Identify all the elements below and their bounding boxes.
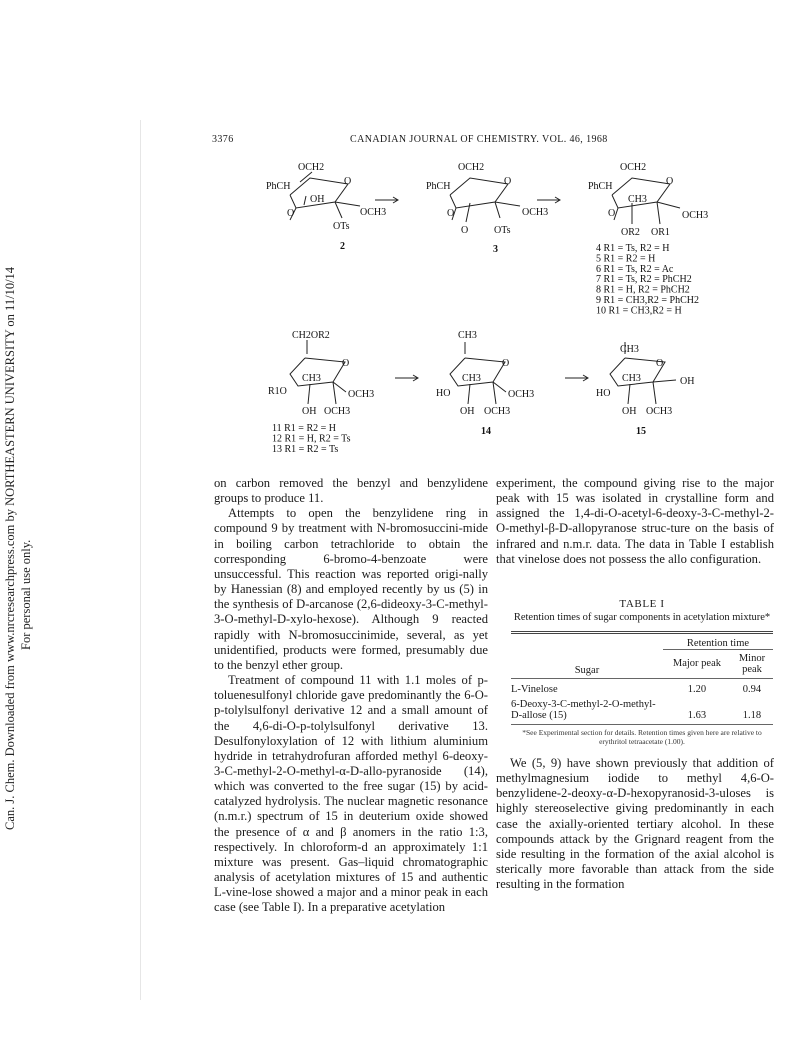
table-cell-sugar: 6-Deoxy-3-C-methyl-2-O-methyl-D-allose (15) [511,698,656,721]
s3-ring-o: O [504,176,512,187]
retention-time-header: Retention time [663,632,773,649]
table-cell-major: 1.20 [687,683,707,695]
s3-o: O [447,208,455,219]
table-caption: Retention times of sugar components in acetylation mixture* [513,612,771,623]
compound-2-number: 2 [340,241,345,252]
table-row [511,678,773,698]
paragraph: Treatment of compound 11 with 1.1 moles of p-toluenesulfonyl chloride gave predominantly the 6-O-p-tolylsulfonyl derivative 12 and a small amount of the 4,6-di-O-p-tolylsulfonyl derivative 13. Desulfonyloxylation of 12 with lithium aluminium hydride in tetrahydrofuran afforded methyl 6-deoxy-3-C-methyl-2-O-methyl-α-D-allo-pyranoside (14), which was converted to the free sugar (15) by acid-catalyzed hydrolysis. The nuclear magnetic resonance (n.m.r.) spectrum of 15 in deuterium oxide showed the presence of α and β anomers in the ratio 1:3, respectively. In chloroform-d an approximately 1:1 mixture was present. Gas–liquid chromatographic analysis of acetylation mixtures of 15 and authentic L-vine-lose showed a major and a minor peak in each case (see Table I). In a preparative acetylation [214,673,488,915]
s15-ring-o: O [656,358,664,369]
s11-och3-lower: OCH3 [324,406,351,417]
compound-14-number: 14 [481,426,491,437]
s11-ch3: CH3 [302,373,321,384]
s11-r1o: R1O [268,386,287,397]
s3-keto-o: O [461,225,469,236]
s14-och3: OCH3 [508,389,535,400]
reaction-scheme [0,0,812,470]
download-notice-line-2: For personal use only. [19,539,33,650]
table-cell-minor: 1.18 [742,709,762,721]
compound-3-number: 3 [493,244,498,255]
s11-oh: OH [302,406,317,417]
compound-list-item: 5 R1 = R2 = H [596,253,656,265]
s2-och3: OCH3 [360,207,387,218]
compound-list-11-13 [272,423,351,455]
s14-ring-o: O [502,358,510,369]
page-number: 3376 [212,134,234,145]
compound-list-item: 6 R1 = Ts, R2 = Ac [596,263,674,275]
paragraph: We (5, 9) have shown previously that addition of methylmagnesium iodide to methyl 4,6-O-benzylidene-2-deoxy-α-D-hexopyranosid-3-uloses is highly stereoselective giving predominantly in each case the axially-oriented tertiary alcohol. In these compounds attack by the Grignard reagent from the side resulting in the formation of the axial alcohol is sterically more favorable than attack from the side resulting in the formation [496,756,774,892]
s15-oh-anomeric: OH [680,376,695,387]
major-peak-header: Major peak [672,658,721,669]
compound-list-4-10 [596,243,699,316]
s4-phch: PhCH [588,181,613,192]
s3-och3: OCH3 [522,207,549,218]
compound-15-number: 15 [636,426,646,437]
s11-och3: OCH3 [348,389,375,400]
s2-oh: OH [310,194,325,205]
download-notice-line-1: Can. J. Chem. Downloaded from www.nrcresearchpress.com by NORTHEASTERN UNIVERSITY on 11/10/14 [3,266,17,830]
s15-ch3: CH3 [622,373,641,384]
s3-och2: OCH2 [458,162,485,173]
s15-ch3-top: CH3 [620,344,639,355]
minor-peak-header: Minor peak [738,652,766,675]
s4-och2: OCH2 [620,162,647,173]
table-cell-minor: 0.94 [742,683,762,695]
left-column [214,476,488,916]
compound-list-item: 9 R1 = CH3,R2 = PhCH2 [596,295,699,306]
s2-och2: OCH2 [298,162,325,173]
paragraph: Attempts to open the benzylidene ring in compound 9 by treatment with N-bromosuccini-mide in boiling carbon tetrachloride to obtain the corresponding 6-bromo-4-benzoate were unsuccessful. This reaction was reported origi-nally by Hanessian (8) and employed recently by us (5) in the synthesis of D-arcanose (2,6-dideoxy-3-C-methyl-3-O-methyl-D-xylo-hexose). Although 9 reacted rapidly with N-bromosuccinimide, several, as yet unidentified, products were formed, presumably due to the benzyl ether group. [214,506,488,672]
running-title: CANADIAN JOURNAL OF CHEMISTRY. VOL. 46, 1968 [350,134,608,145]
s4-or2: OR2 [621,227,640,238]
compound-list-item: 8 R1 = H, R2 = PhCH2 [596,284,690,296]
table-footnote: *See Experimental section for details. Retention times given here are relative to erythritol tetraacetate (1.00). [522,727,762,746]
s4-ch3: CH3 [628,194,647,205]
s2-ots: OTs [333,221,350,232]
compound-list-item: 4 R1 = Ts, R2 = H [596,243,670,254]
table-label: TABLE I [619,598,665,610]
s15-oh: OH [622,406,637,417]
s3-phch: PhCH [426,181,451,192]
right-column-bottom [496,756,774,892]
compound-list-item: 12 R1 = H, R2 = Ts [272,433,351,445]
s15-ho: HO [596,388,611,399]
s11-ch2or2: CH2OR2 [292,330,330,341]
paragraph: on carbon removed the benzyl and benzylidene groups to produce 11. [214,476,488,506]
right-column-top [496,476,774,567]
s14-oh: OH [460,406,475,417]
s14-ch3-top: CH3 [458,330,477,341]
table-cell-sugar: L-Vinelose [511,683,558,695]
table-cell-major: 1.63 [687,709,707,721]
paragraph: experiment, the compound giving rise to the major peak with 15 was isolated in crystalline form and assigned the 1,4-di-O-acetyl-6-deoxy-3-C-methyl-2-O-methyl-β-D-allopyranose struc-ture on the basis of infrared and n.m.r. data. The data in Table I establish that vinelose does not possess the allo configuration. [496,476,774,566]
compound-list-item: 7 R1 = Ts, R2 = PhCH2 [596,274,692,286]
s2-phch: PhCH [266,181,291,192]
s14-ho: HO [436,388,451,399]
s4-ring-o: O [666,176,674,187]
s2-o: O [287,208,295,219]
s4-o: O [608,208,616,219]
compound-list-item: 13 R1 = R2 = Ts [272,444,339,455]
compound-list-item: 10 R1 = CH3,R2 = H [596,305,682,317]
sugar-header: Sugar [574,664,600,676]
s11-ring-o: O [342,358,350,369]
retention-table [511,631,773,725]
s2-ring-o: O [344,176,352,187]
table-1 [511,598,773,746]
s4-or1: OR1 [651,227,670,238]
s15-och3-lower: OCH3 [646,406,673,417]
table-row [511,698,773,725]
s14-ch3: CH3 [462,373,481,384]
s3-ots: OTs [494,225,511,236]
s4-och3: OCH3 [682,210,709,221]
compound-list-item: 11 R1 = R2 = H [272,423,336,434]
s14-och3-lower: OCH3 [484,406,511,417]
